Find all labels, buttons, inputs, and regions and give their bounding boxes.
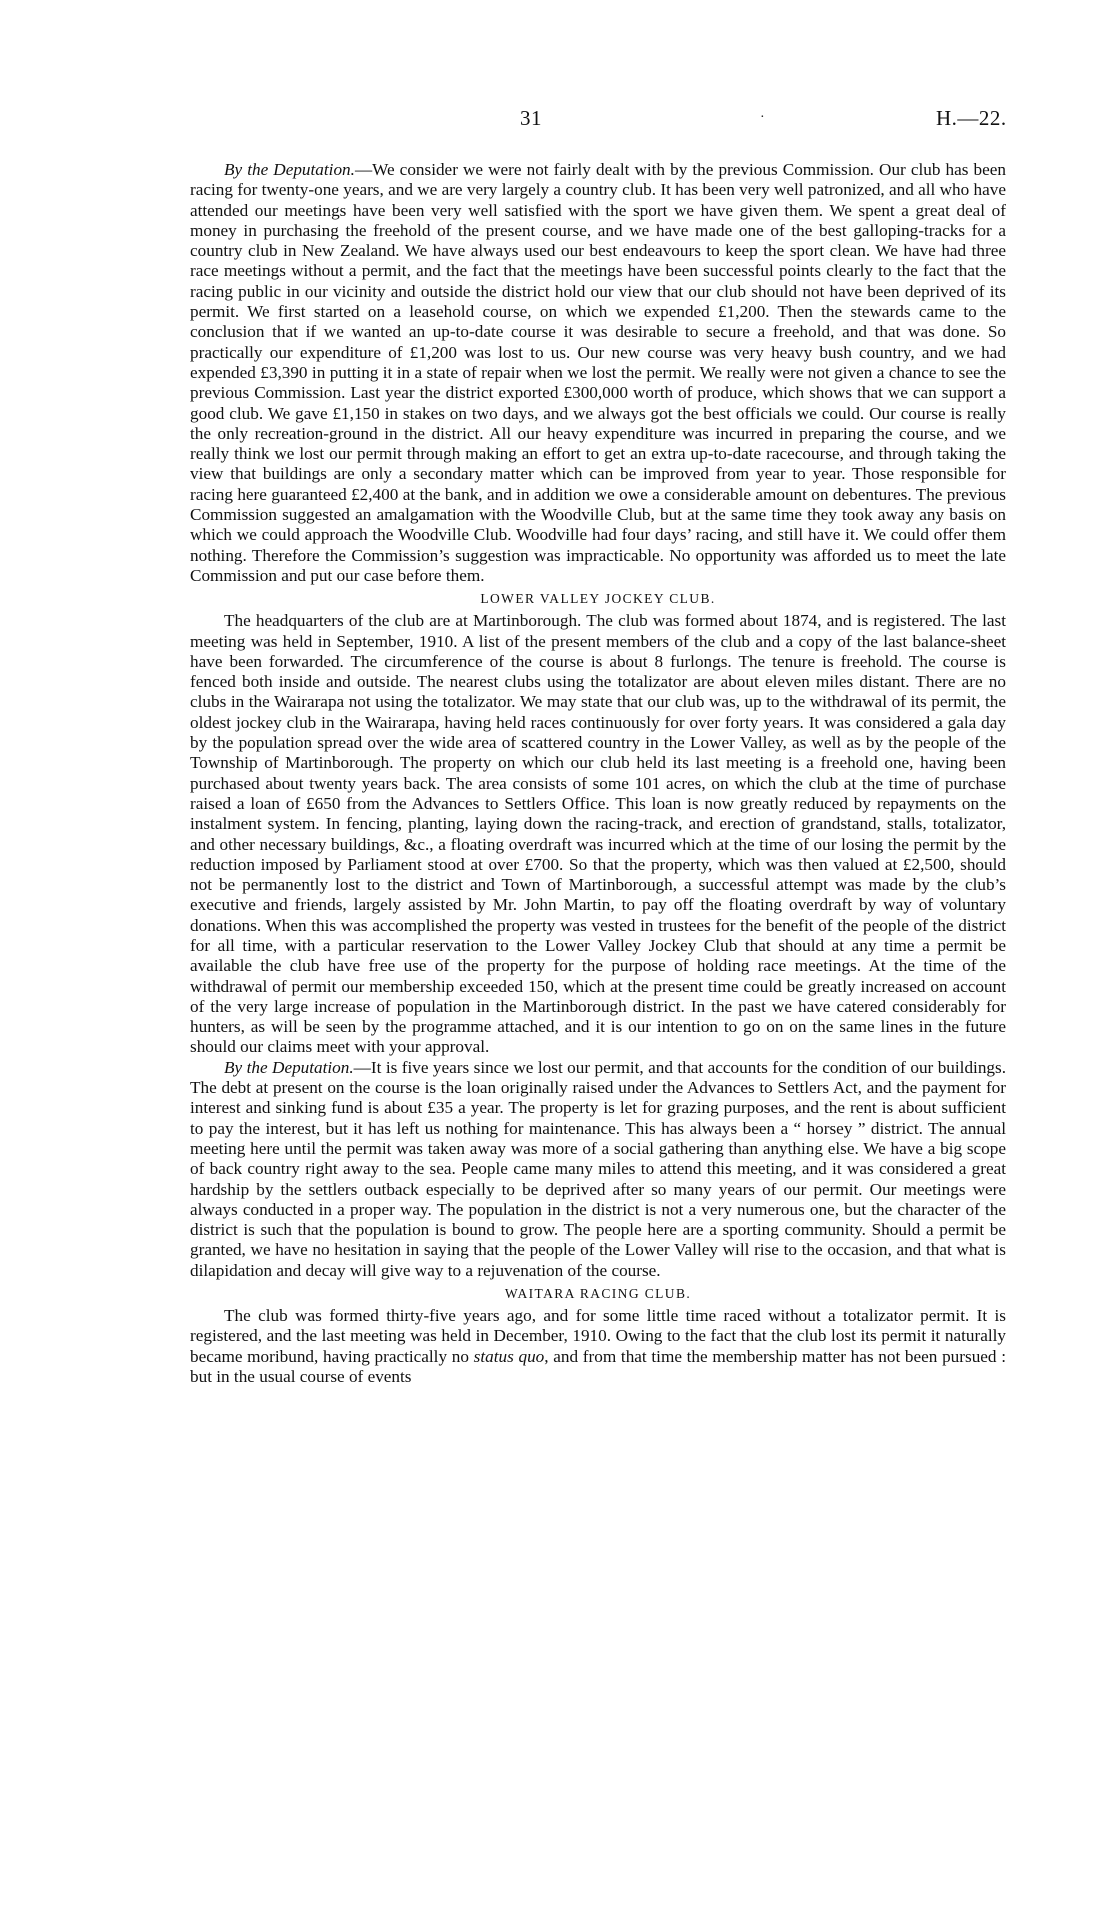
document-reference: H.—22. bbox=[936, 106, 1007, 130]
paragraph-text-part-a: The club was formed thirty-five years ago, and for some little time raced without a totalizator permit. It is registered, and the last meeting was held in December, 1910. Owing to the fact that the club lost its permit it naturally became moribund, having practically no bbox=[190, 1306, 1006, 1366]
page-number: 31 bbox=[520, 106, 542, 130]
paragraph-waitara-statement bbox=[190, 1306, 1006, 1387]
paragraph-text: —We consider we were not fairly dealt with by the previous Commission. Our club has been racing for twenty-one years, and we are very largely a country club. It has been very well patronized, and all who have attended our meetings have been very well satisfied with the sport we have given them. We spent a great deal of money in purchasing the freehold of the present course, and we have made one of the best galloping-tracks for a country club in New Zealand. We have always used our best endeavours to keep the sport clean. We have had three race meetings without a permit, and the fact that the meetings have been successful points clearly to the fact that the racing public in our vicinity and outside the district hold our view that our club should not have been deprived of its permit. We first started on a leasehold course, on which we expended £1,200. Then the stewards came to the conclusion that if we wanted an up-to-date course it was desirable to secure a freehold, and that was done. So practically our expenditure of £1,200 was lost to us. Our new course was very heavy bush country, and we had expended £3,390 in putting it in a state of repair when we lost the permit. We really were not given a chance to see the previous Commission. Last year the district exported £300,000 worth of produce, which shows that we can support a good club. We gave £1,150 in stakes on two days, and we always got the best officials we could. Our course is really the only recreation-ground in the district. All our heavy expenditure was incurred in preparing the course, and we really think we lost our permit through making an effort to get an extra up-to-date racecourse, and through taking the view that buildings are only a secondary matter which can be improved from year to year. Those responsible for racing here guaranteed £2,400 at the bank, and in addition we owe a considerable amount on debentures. The previous Commission suggested an amalgamation with the Woodville Club, but at the same time they took away any basis on which we could approach the Woodville Club. Woodville had four days’ racing, and still have it. We could offer them nothing. Therefore the Commission’s suggestion was impracticable. No opportunity was afforded us to meet the late Commission and put our case before them. bbox=[190, 160, 1006, 585]
paragraph-lower-valley-statement bbox=[190, 611, 1006, 1058]
italic-phrase: status quo bbox=[473, 1346, 545, 1366]
paragraph-deputation-1 bbox=[190, 160, 1006, 586]
paragraph-text: The headquarters of the club are at Martinborough. The club was formed about 1874, and is registered. The last meeting was held in September, 1910. A list of the present members of the club and a copy of the last balance-sheet have been forwarded. The circumference of the course is about 8 furlongs. The tenure is freehold. The course is fenced both inside and outside. The nearest clubs using the totalizator are about eleven miles distant. There are no clubs in the Wairarapa not using the totalizator. We may state that our club was, up to the withdrawal of its permit, the oldest jockey club in the Wairarapa, having held races continuously for over forty years. It was considered a gala day by the population spread over the wide area of scattered country in the Lower Valley, as well as by the people of the Township of Martinborough. The property on which our club held its last meeting is a freehold one, having been purchased about twenty years back. The area consists of some 101 acres, on which the club at the time of purchase raised a loan of £650 from the Advances to Settlers Office. This loan is now greatly reduced by repayments on the instalment system. In fencing, planting, laying down the racing-track, and erection of grandstand, stalls, totalizator, and other necessary buildings, &c., a floating overdraft was incurred which at the time of our losing the permit by the reduction imposed by Parliament stood at over £700. So that the property, which was then valued at £2,500, should not be permanently lost to the district and Town of Martinborough, a successful attempt was made by the club’s executive and friends, largely assisted by Mr. John Martin, to pay off the floating overdraft by way of voluntary donations. When this was accomplished the property was vested in trustees for the benefit of the people of the district for all time, with a particular reservation to the Lower Valley Jockey Club that should at any time a permit be available the club have free use of the property for the purpose of holding race meetings. At the time of the withdrawal of permit our membership exceeded 150, which at the present time could be greatly increased on account of the very large increase of population in the Martinborough district. In the past we have catered considerably for hunters, as will be seen by the programme attached, and it is our intention to go on on the same lines in the future should our claims meet with your approval. bbox=[190, 611, 1006, 1057]
speaker-label: By the Deputation. bbox=[224, 160, 355, 179]
section-heading-waitara: WAITARA RACING CLUB. bbox=[504, 1286, 692, 1302]
document-body bbox=[190, 160, 1006, 1387]
section-heading-lower-valley: LOWER VALLEY JOCKEY CLUB. bbox=[480, 591, 716, 607]
speaker-label: By the Deputation. bbox=[224, 1057, 354, 1077]
paragraph-text-part-b: , and from that time the membership matter has not been pursued : but in the usual course of events bbox=[190, 1346, 1006, 1386]
paragraph-text: —It is five years since we lost our permit, and that accounts for the condition of our buildings. The debt at present on the course is the loan originally raised under the Advances to Settlers Act, and the payment for interest and sinking fund is about £35 a year. The property is let for grazing purposes, and the rent is about sufficient to pay the interest, but it has left us nothing for maintenance. This has always been a “ horsey ” district. The annual meeting here until the permit was taken away was more of a social gathering than anything else. We have a big scope of back country right away to the sea. People came many miles to attend this meeting, and it was considered a great hardship by the settlers outback especially to be deprived after so many years of our permit. Our meetings were always conducted in a proper way. The population in the district is not a very numerous one, but the character of the district is such that the population is bound to grow. The people here are a sporting community. Should a permit be granted, we have no hesitation in saying that the people of the Lower Valley will rise to the occasion, and that what is dilapidation and decay will give way to a rejuvenation of the course. bbox=[190, 1057, 1006, 1280]
header-dot: · bbox=[760, 110, 766, 125]
paragraph-deputation-2 bbox=[190, 1058, 1006, 1281]
